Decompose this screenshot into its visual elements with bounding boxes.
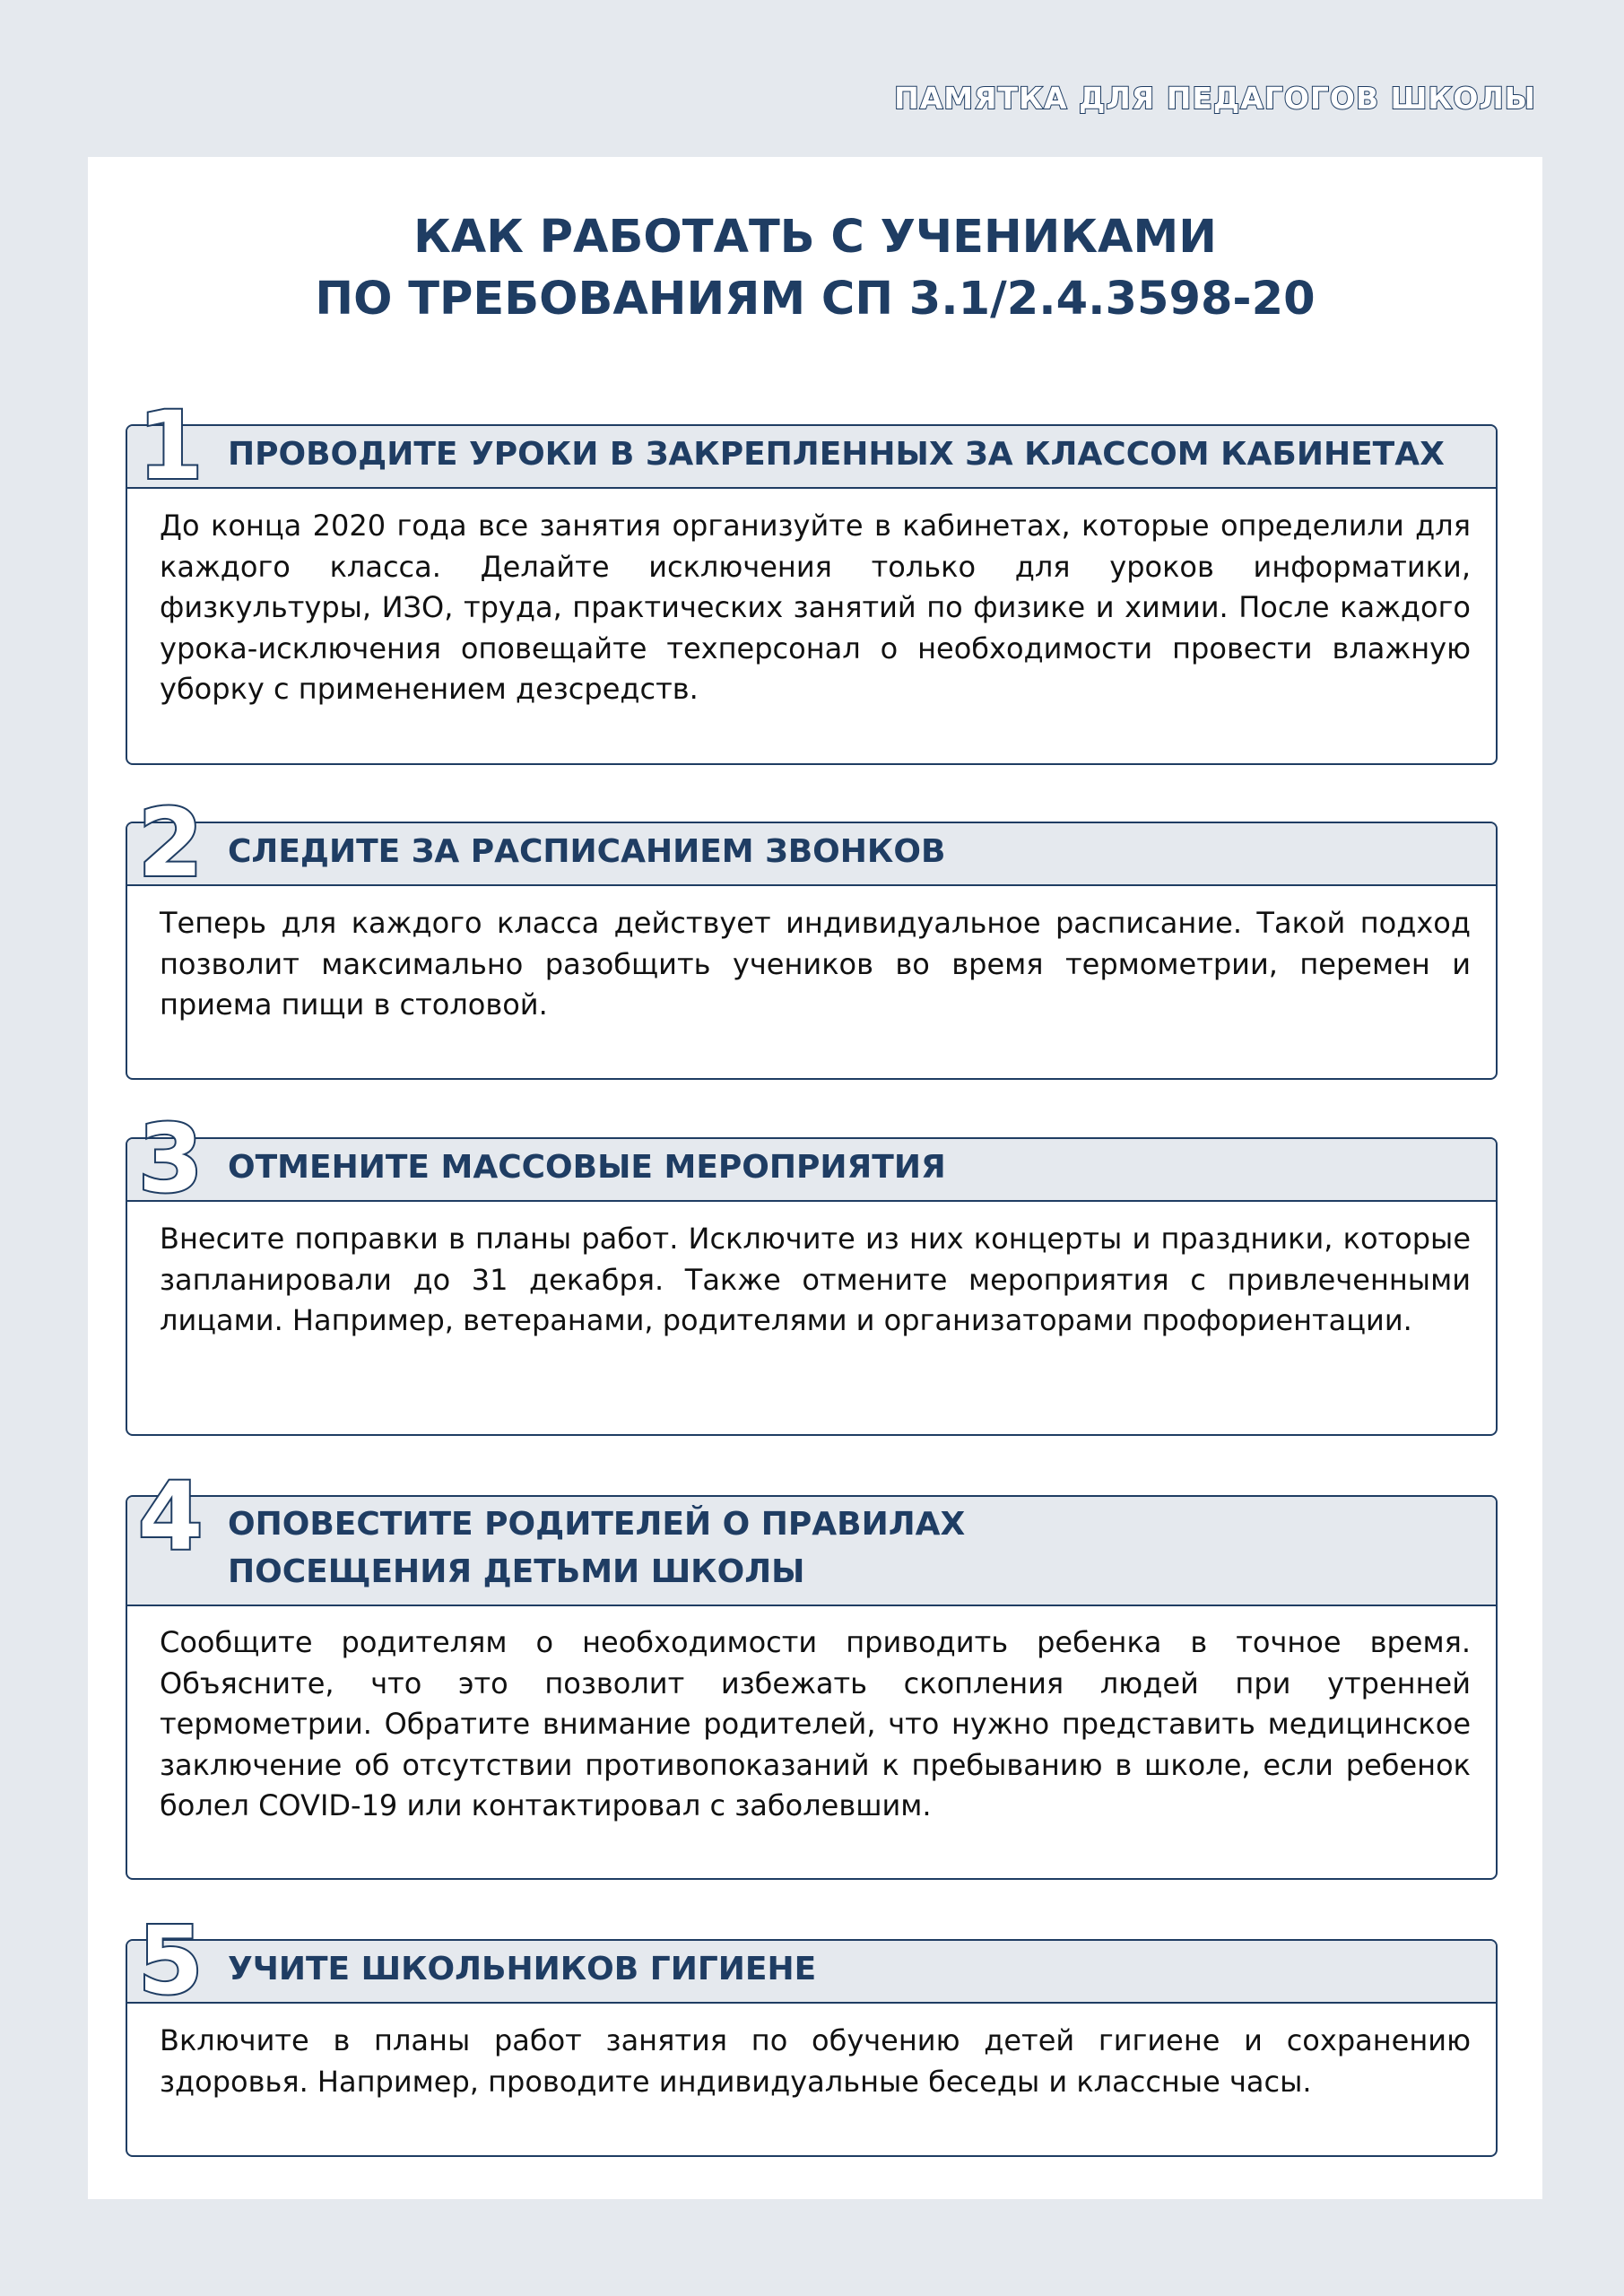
section-title-line: УЧИТЕ ШКОЛЬНИКОВ ГИГИЕНЕ [228, 1951, 817, 1987]
step-number: 4 [138, 1462, 204, 1571]
section-4 [126, 1462, 1498, 1880]
section-title-line: ОТМЕНИТЕ МАССОВЫЕ МЕРОПРИЯТИЯ [228, 1149, 946, 1186]
section-text: До конца 2020 года все занятия организуйте в кабинетах, которые определили для каждого класса. Делайте исключения только для уроков информатики, физкультуры, ИЗО, труда, практических занятий по физике и химии. После каждого урока-исключения оповещайте техперсонал о необходимости провести влажную уборку с применением дезсредств. [160, 509, 1471, 706]
step-number: 2 [138, 788, 204, 898]
memo-label: ПАМЯТКА ДЛЯ ПЕДАГОГОВ ШКОЛЫ [894, 81, 1536, 116]
section-box [126, 822, 1498, 1080]
section-title [228, 1144, 1478, 1191]
section-title [228, 1500, 1478, 1596]
section-text: Включите в планы работ занятия по обучению детей гигиене и сохранению здоровья. Например, проводите индивидуальные беседы и классные часы. [160, 2023, 1471, 2099]
section-text: Внесите поправки в планы работ. Исключите из них концерты и праздники, которые запланировали до 31 декабря. Также отмените мероприятия с привлеченными лицами. Например, ветеранами, родителями и организаторами профориентации. [160, 1222, 1471, 1337]
section-title-line: СЛЕДИТЕ ЗА РАСПИСАНИЕМ ЗВОНКОВ [228, 833, 946, 870]
step-number: 1 [138, 391, 204, 500]
section-1 [126, 391, 1498, 765]
title-line: ПО ТРЕБОВАНИЯМ СП 3.1/2.4.3598-20 [315, 273, 1316, 326]
section-box [126, 1939, 1498, 2157]
document-sheet [88, 157, 1542, 2199]
section-box [126, 1495, 1498, 1880]
section-title-line: ПРОВОДИТЕ УРОКИ В ЗАКРЕПЛЕННЫХ ЗА КЛАССОМ КАБИНЕТАХ [228, 436, 1445, 473]
step-number: 3 [138, 1104, 204, 1213]
document-title [88, 206, 1542, 330]
section-title [228, 1945, 1478, 1993]
section-5 [126, 1906, 1498, 2157]
section-3 [126, 1104, 1498, 1436]
section-title [228, 828, 1478, 875]
section-box [126, 1137, 1498, 1436]
section-text: Теперь для каждого класса действует индивидуальное расписание. Такой подход позволит максимально разобщить учеников во время термометрии, перемен и приема пищи в столовой. [160, 906, 1471, 1022]
step-number: 5 [138, 1906, 204, 2015]
section-title-line: ОПОВЕСТИТЕ РОДИТЕЛЕЙ О ПРАВИЛАХ [228, 1506, 966, 1543]
section-2-frame [126, 788, 1498, 1080]
title-line: КАК РАБОТАТЬ С УЧЕНИКАМИ [413, 211, 1217, 264]
section-text: Сообщите родителям о необходимости приводить ребенка в точное время. Объясните, что это позволит избежать скопления людей при утренней термометрии. Обратите внимание родителей, что нужно представить медицинское заключение об отсутствии противопоказаний к пребыванию в школе, если ребенок болел COVID-19 или контактировал с заболевшим. [160, 1625, 1471, 1822]
section-box [126, 424, 1498, 765]
section-title-line: ПОСЕЩЕНИЯ ДЕТЬМИ ШКОЛЫ [228, 1553, 805, 1590]
section-title [228, 430, 1478, 478]
